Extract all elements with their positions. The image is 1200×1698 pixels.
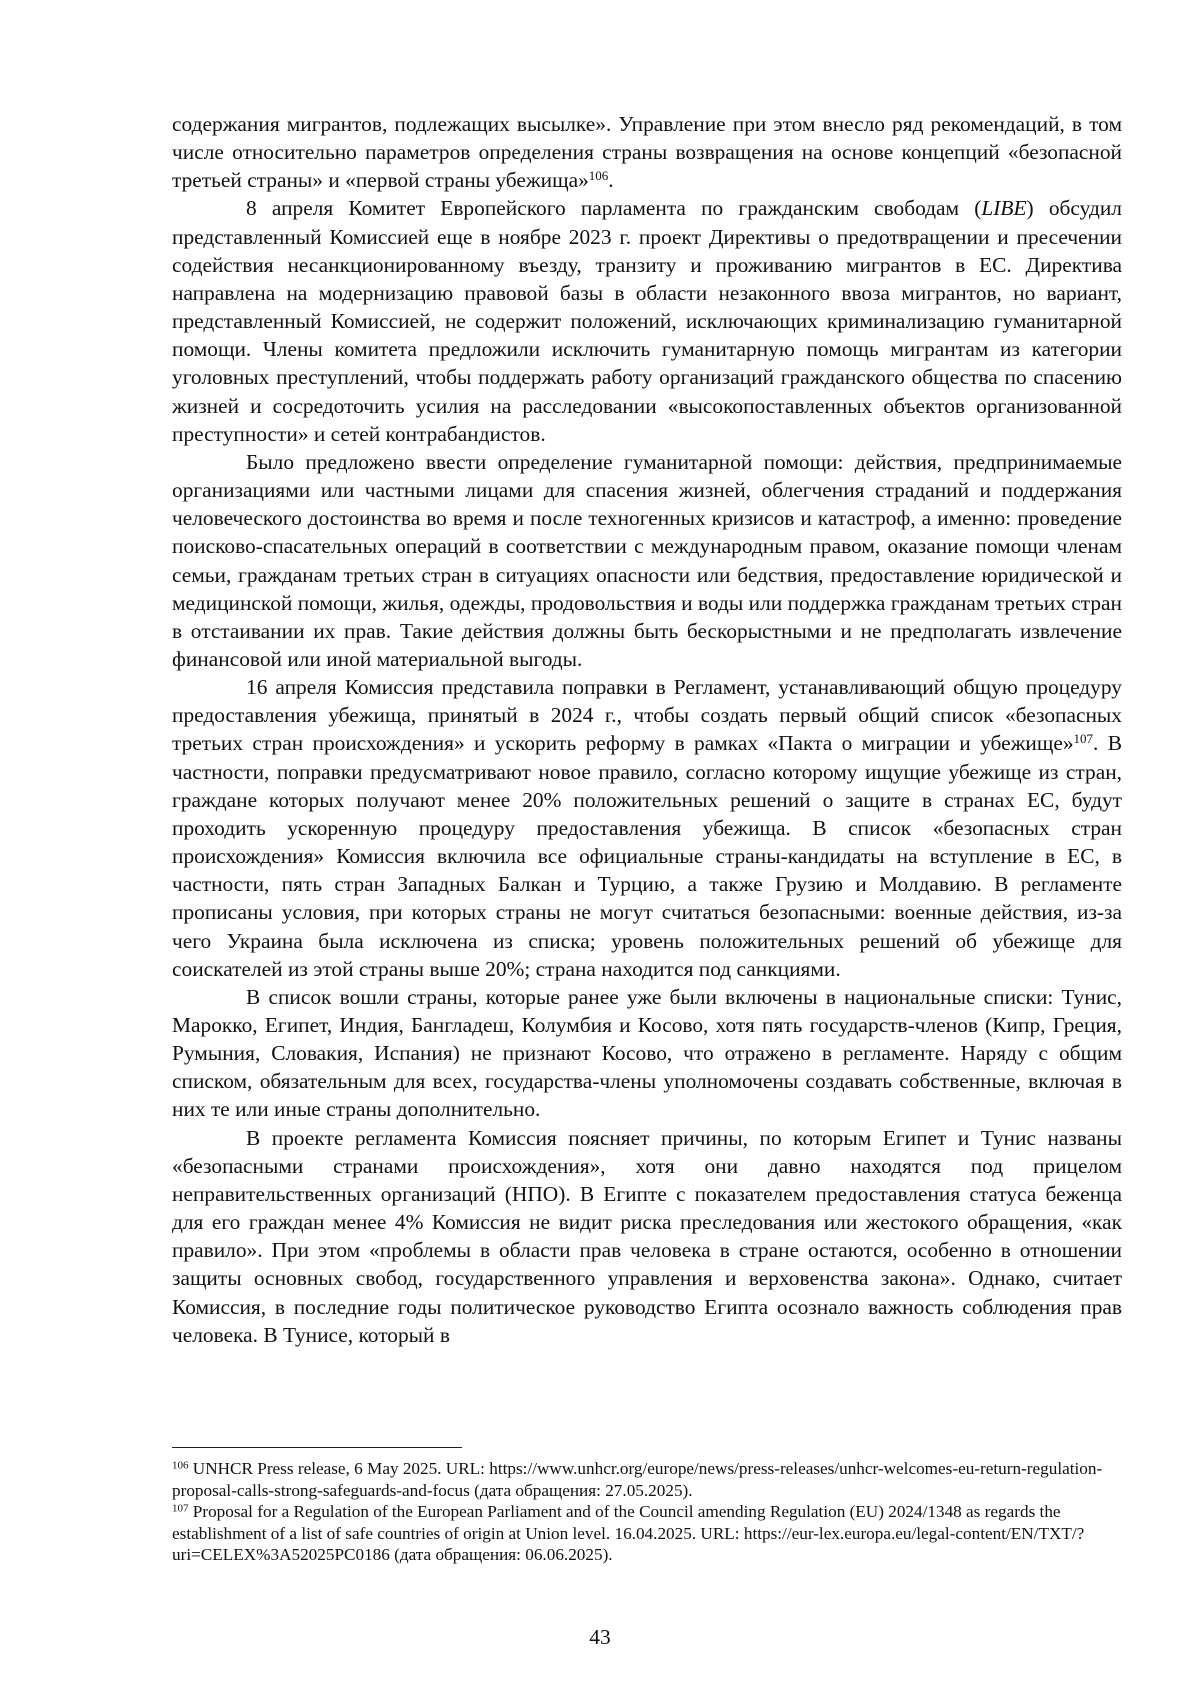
footnote-106-text: UNHCR Press release, 6 May 2025. URL: https://www.unhcr.org/europe/news/press-releases/unhcr-welcomes-eu-return-regulation-proposal-calls-strong-safeguards-and-focus (дата обращения: 27.05.2025). bbox=[172, 1459, 1103, 1500]
paragraph-4-text: 16 апреля Комиссия представила поправки в Регламент, устанавливающий общую процедуру предоставления убежища, принятый в 2024 г., чтобы создать первый общий список «безопасных третьих стран происхождения» и ускорить реформу в рамках «Пакта о миграции и убежище» bbox=[172, 675, 1122, 756]
libe-abbreviation: LIBE bbox=[981, 196, 1027, 221]
paragraph-3 bbox=[172, 448, 1122, 673]
page-number: 43 bbox=[589, 1625, 611, 1649]
paragraph-6-text: В проекте регламента Комиссия поясняет причины, по которым Египет и Тунис названы «безопасными странами происхождения», хотя они давно находятся под прицелом неправительственных организаций (НПО). В Египте с показателем предоставления статуса беженца для его граждан менее 4% Комиссия не видит риска преследования или жестокого обращения, «как правило». При этом «проблемы в области прав человека в стране остаются, особенно в отношении защиты основных свобод, государственного управления и верховенства закона». Однако, считает Комиссия, в последние годы политическое руководство Египта осознало важность соблюдения прав человека. В Тунисе, который в bbox=[172, 1125, 1122, 1347]
paragraph-5 bbox=[172, 983, 1122, 1124]
footnotes bbox=[172, 1458, 1122, 1566]
paragraph-5-text: В список вошли страны, которые ранее уже были включены в национальные списки: Тунис, Марокко, Египет, Индия, Бангладеш, Колумбия и Косово, хотя пять государств-членов (Кипр, Греция, Румыния, Словакия, Испания) не признают Косово, что отражено в регламенте. Наряду с общим списком, обязательным для всех, государства-члены уполномочены создавать собственные, включая в них те или иные страны дополнительно. bbox=[172, 984, 1122, 1122]
main-text bbox=[172, 110, 1122, 1349]
paragraph-1-tail: . bbox=[608, 168, 614, 193]
footnote-107-text: Proposal for a Regulation of the European Parliament and of the Council amending Regulation (EU) 2024/1348 as regards the establishment of a list of safe countries of origin at Union level. 16.04.2025. URL: https://eur-lex.europa.eu/legal-content/EN/TXT/?uri=CELEX%3A52025PC0186 (дата обращения: 06.06.2025). bbox=[172, 1502, 1085, 1565]
paragraph-2-text-after: ) обсудил представленный Комиссией еще в ноябре 2023 г. проект Директивы о предотвращении и пресечении содействия несанкционированному въезду, транзиту и проживанию мигрантов в ЕС. Директива направлена на модернизацию правовой базы в области незаконного ввоза мигрантов, но вариант, представленный Комиссией, не содержит положений, исключающих криминализацию гуманитарной помощи. Члены комитета предложили исключить гуманитарную помощь мигрантам из категории уголовных преступлений, чтобы поддержать работу организаций гражданского общества по спасению жизней и сосредоточить усилия на расследовании «высокопоставленных объектов организованной преступности» и сетей контрабандистов. bbox=[172, 196, 1122, 446]
paragraph-2-text-before: 8 апреля Комитет Европейского парламента по гражданским свободам ( bbox=[246, 196, 982, 221]
paragraph-1-text: содержания мигрантов, подлежащих высылке». Управление при этом внесло ряд рекомендаций, в том числе относительно параметров определения страны возвращения на основе концепций «безопасной третьей страны» и «первой страны убежища» bbox=[172, 112, 1122, 193]
footnote-106 bbox=[172, 1458, 1122, 1501]
paragraph-1 bbox=[172, 110, 1122, 194]
paragraph-6 bbox=[172, 1124, 1122, 1349]
footnote-107 bbox=[172, 1501, 1122, 1566]
footnote-106-number: 106 bbox=[172, 1459, 189, 1472]
paragraph-2 bbox=[172, 194, 1122, 447]
page-body bbox=[172, 110, 1122, 1349]
paragraph-4-tail: . В частности, поправки предусматривают новое правило, согласно которому ищущие убежище из стран, граждане которых получают менее 20% положительных решений о защите в странах ЕС, будут проходить ускоренную процедуру предоставления убежища. В список «безопасных стран происхождения» Комиссия включила все официальные страны-кандидаты на вступление в ЕС, в частности, пять стран Западных Балкан и Турцию, а также Грузию и Молдавию. В регламенте прописаны условия, при которых страны не могут считаться безопасными: военные действия, из-за чего Украина была исключена из списка; уровень положительных решений об убежище для соискателей из этой страны выше 20%; страна находится под санкциями. bbox=[172, 731, 1122, 981]
paragraph-4 bbox=[172, 673, 1122, 983]
footnote-107-number: 107 bbox=[172, 1502, 189, 1515]
footnote-divider bbox=[172, 1447, 462, 1448]
footnote-ref-106[interactable]: 106 bbox=[588, 168, 609, 184]
paragraph-3-text: Было предложено ввести определение гуманитарной помощи: действия, предпринимаемые организациями или частными лицами для спасения жизней, облегчения страданий и поддержания человеческого достоинства во время и после техногенных кризисов и катастроф, а именно: проведение поисково-спасательных операций в соответствии с международным правом, оказание помощи членам семьи, гражданам третьих стран в ситуациях опасности или бедствия, предоставление юридической и медицинской помощи, жилья, одежды, продовольствия и воды или поддержка гражданам третьих стран в отстаивании их прав. Такие действия должны быть бескорыстными и не предполагать извлечение финансовой или иной материальной выгоды. bbox=[172, 449, 1122, 671]
footnote-ref-107[interactable]: 107 bbox=[1073, 731, 1094, 747]
